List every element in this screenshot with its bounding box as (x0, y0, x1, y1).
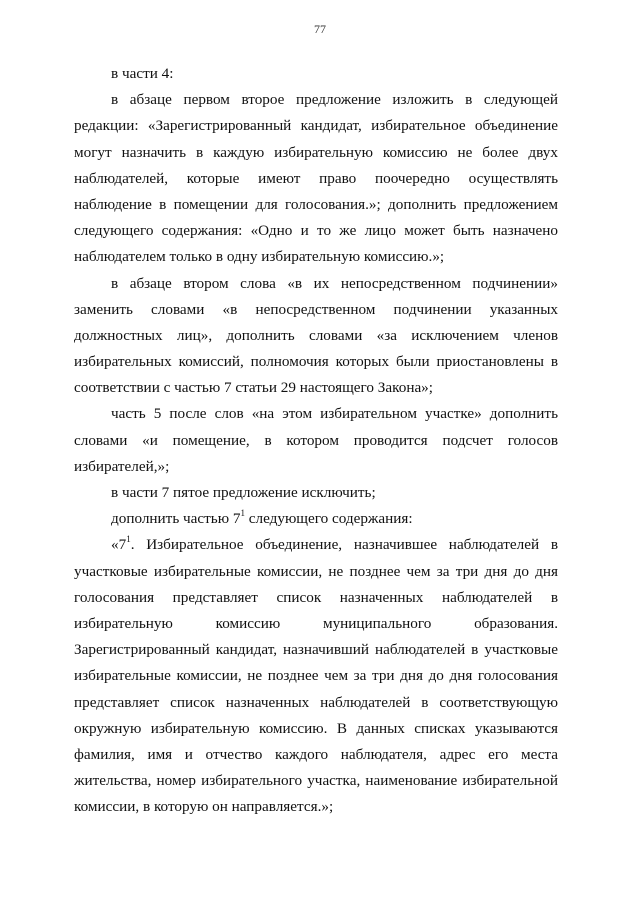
text-line-content: участковые избирательные комиссии, не позднее чем за три дня до дня (74, 562, 558, 580)
text-line-content: избирательных комиссий, полномочия которых были приостановлены в (74, 353, 558, 371)
superscript: 1 (240, 508, 245, 519)
text-line (74, 480, 558, 506)
text-line-content: комиссии, в которую он направляется.»; (74, 798, 334, 816)
text-line (74, 323, 558, 349)
text-line-content: избирателей,»; (74, 457, 170, 475)
text-line-content: могут назначить в каждую избирательную комиссию не более двух (74, 143, 558, 161)
text-line-content: избирательную комиссию муниципального образования. (74, 614, 558, 632)
text-line-content: часть 5 после слов «на этом избирательном участке» дополнить (111, 405, 558, 423)
text-line (74, 506, 558, 532)
text-line-tail: . Избирательное объединение, назначившее наблюдателей в (130, 536, 558, 554)
text-line (74, 349, 558, 375)
text-line-content: редакции: «Зарегистрированный кандидат, избирательное объединение (74, 117, 558, 135)
text-line (74, 690, 558, 716)
text-line-content: представляет список назначенных наблюдателей в соответствующую (74, 693, 558, 711)
text-line (74, 454, 558, 480)
text-line (74, 140, 558, 166)
text-line-content: наблюдение в помещении для голосования.»; дополнить предложением (74, 195, 558, 213)
text-line-content: жительства, номер избирательного участка, наименование избирательной (74, 772, 558, 790)
text-line-content: словами «и помещение, в котором проводится подсчет голосов (74, 431, 558, 449)
text-line-content: окружную избирательную комиссию. В данных списках указываются (74, 719, 558, 737)
body-text (74, 61, 558, 820)
text-line (74, 113, 558, 139)
text-line-tail: следующего содержания: (244, 510, 413, 528)
text-line (74, 244, 558, 270)
text-line (74, 297, 558, 323)
text-line-content: в части 7 пятое предложение исключить; (111, 484, 376, 501)
text-line-content: «7 (111, 536, 127, 554)
page-number: 77 (314, 22, 326, 36)
text-line (74, 559, 558, 585)
text-line-content: заменить словами «в непосредственном подчинении указанных (74, 300, 558, 318)
text-line (74, 375, 558, 401)
text-line (74, 61, 558, 87)
text-line-content: дополнить частью 7 (111, 510, 241, 528)
text-line (74, 271, 558, 297)
text-line (74, 218, 558, 244)
text-line (74, 794, 558, 820)
text-line-content: в абзаце втором слова «в их непосредственном подчинении» (111, 274, 558, 292)
text-line-content: в части 4: (111, 65, 174, 82)
text-line-content: соответствии с частью 7 статьи 29 настоящего Закона»; (74, 379, 433, 397)
text-line (74, 428, 558, 454)
text-line (74, 585, 558, 611)
text-line-content: в абзаце первом второе предложение изложить в следующей (111, 91, 558, 109)
text-line (74, 166, 558, 192)
text-line-content: голосования представляет список назначенных наблюдателей в (74, 588, 558, 606)
text-line-content: наблюдателей, которые имеют право поочередно осуществлять (74, 169, 558, 187)
text-line-content: Зарегистрированный кандидат, назначивший наблюдателей в участковые (74, 641, 558, 659)
text-line-content: избирательные комиссии, не позднее чем за три дня до дня голосования (74, 667, 558, 685)
text-line (74, 401, 558, 427)
text-line (74, 192, 558, 218)
text-line (74, 663, 558, 689)
text-line-content: фамилия, имя и отчество каждого наблюдателя, адрес его места (74, 745, 558, 763)
text-line (74, 611, 558, 637)
text-line-content: наблюдателем только в одну избирательную комиссию.»; (74, 248, 445, 266)
text-line-content: должностных лиц», дополнить словами «за исключением членов (74, 326, 558, 344)
text-line (74, 768, 558, 794)
text-line (74, 532, 558, 558)
text-line (74, 637, 558, 663)
superscript: 1 (126, 534, 131, 545)
text-line-content: следующего содержания: «Одно и то же лицо может быть назначено (74, 222, 558, 240)
text-line (74, 742, 558, 768)
text-line (74, 87, 558, 113)
text-line (74, 716, 558, 742)
